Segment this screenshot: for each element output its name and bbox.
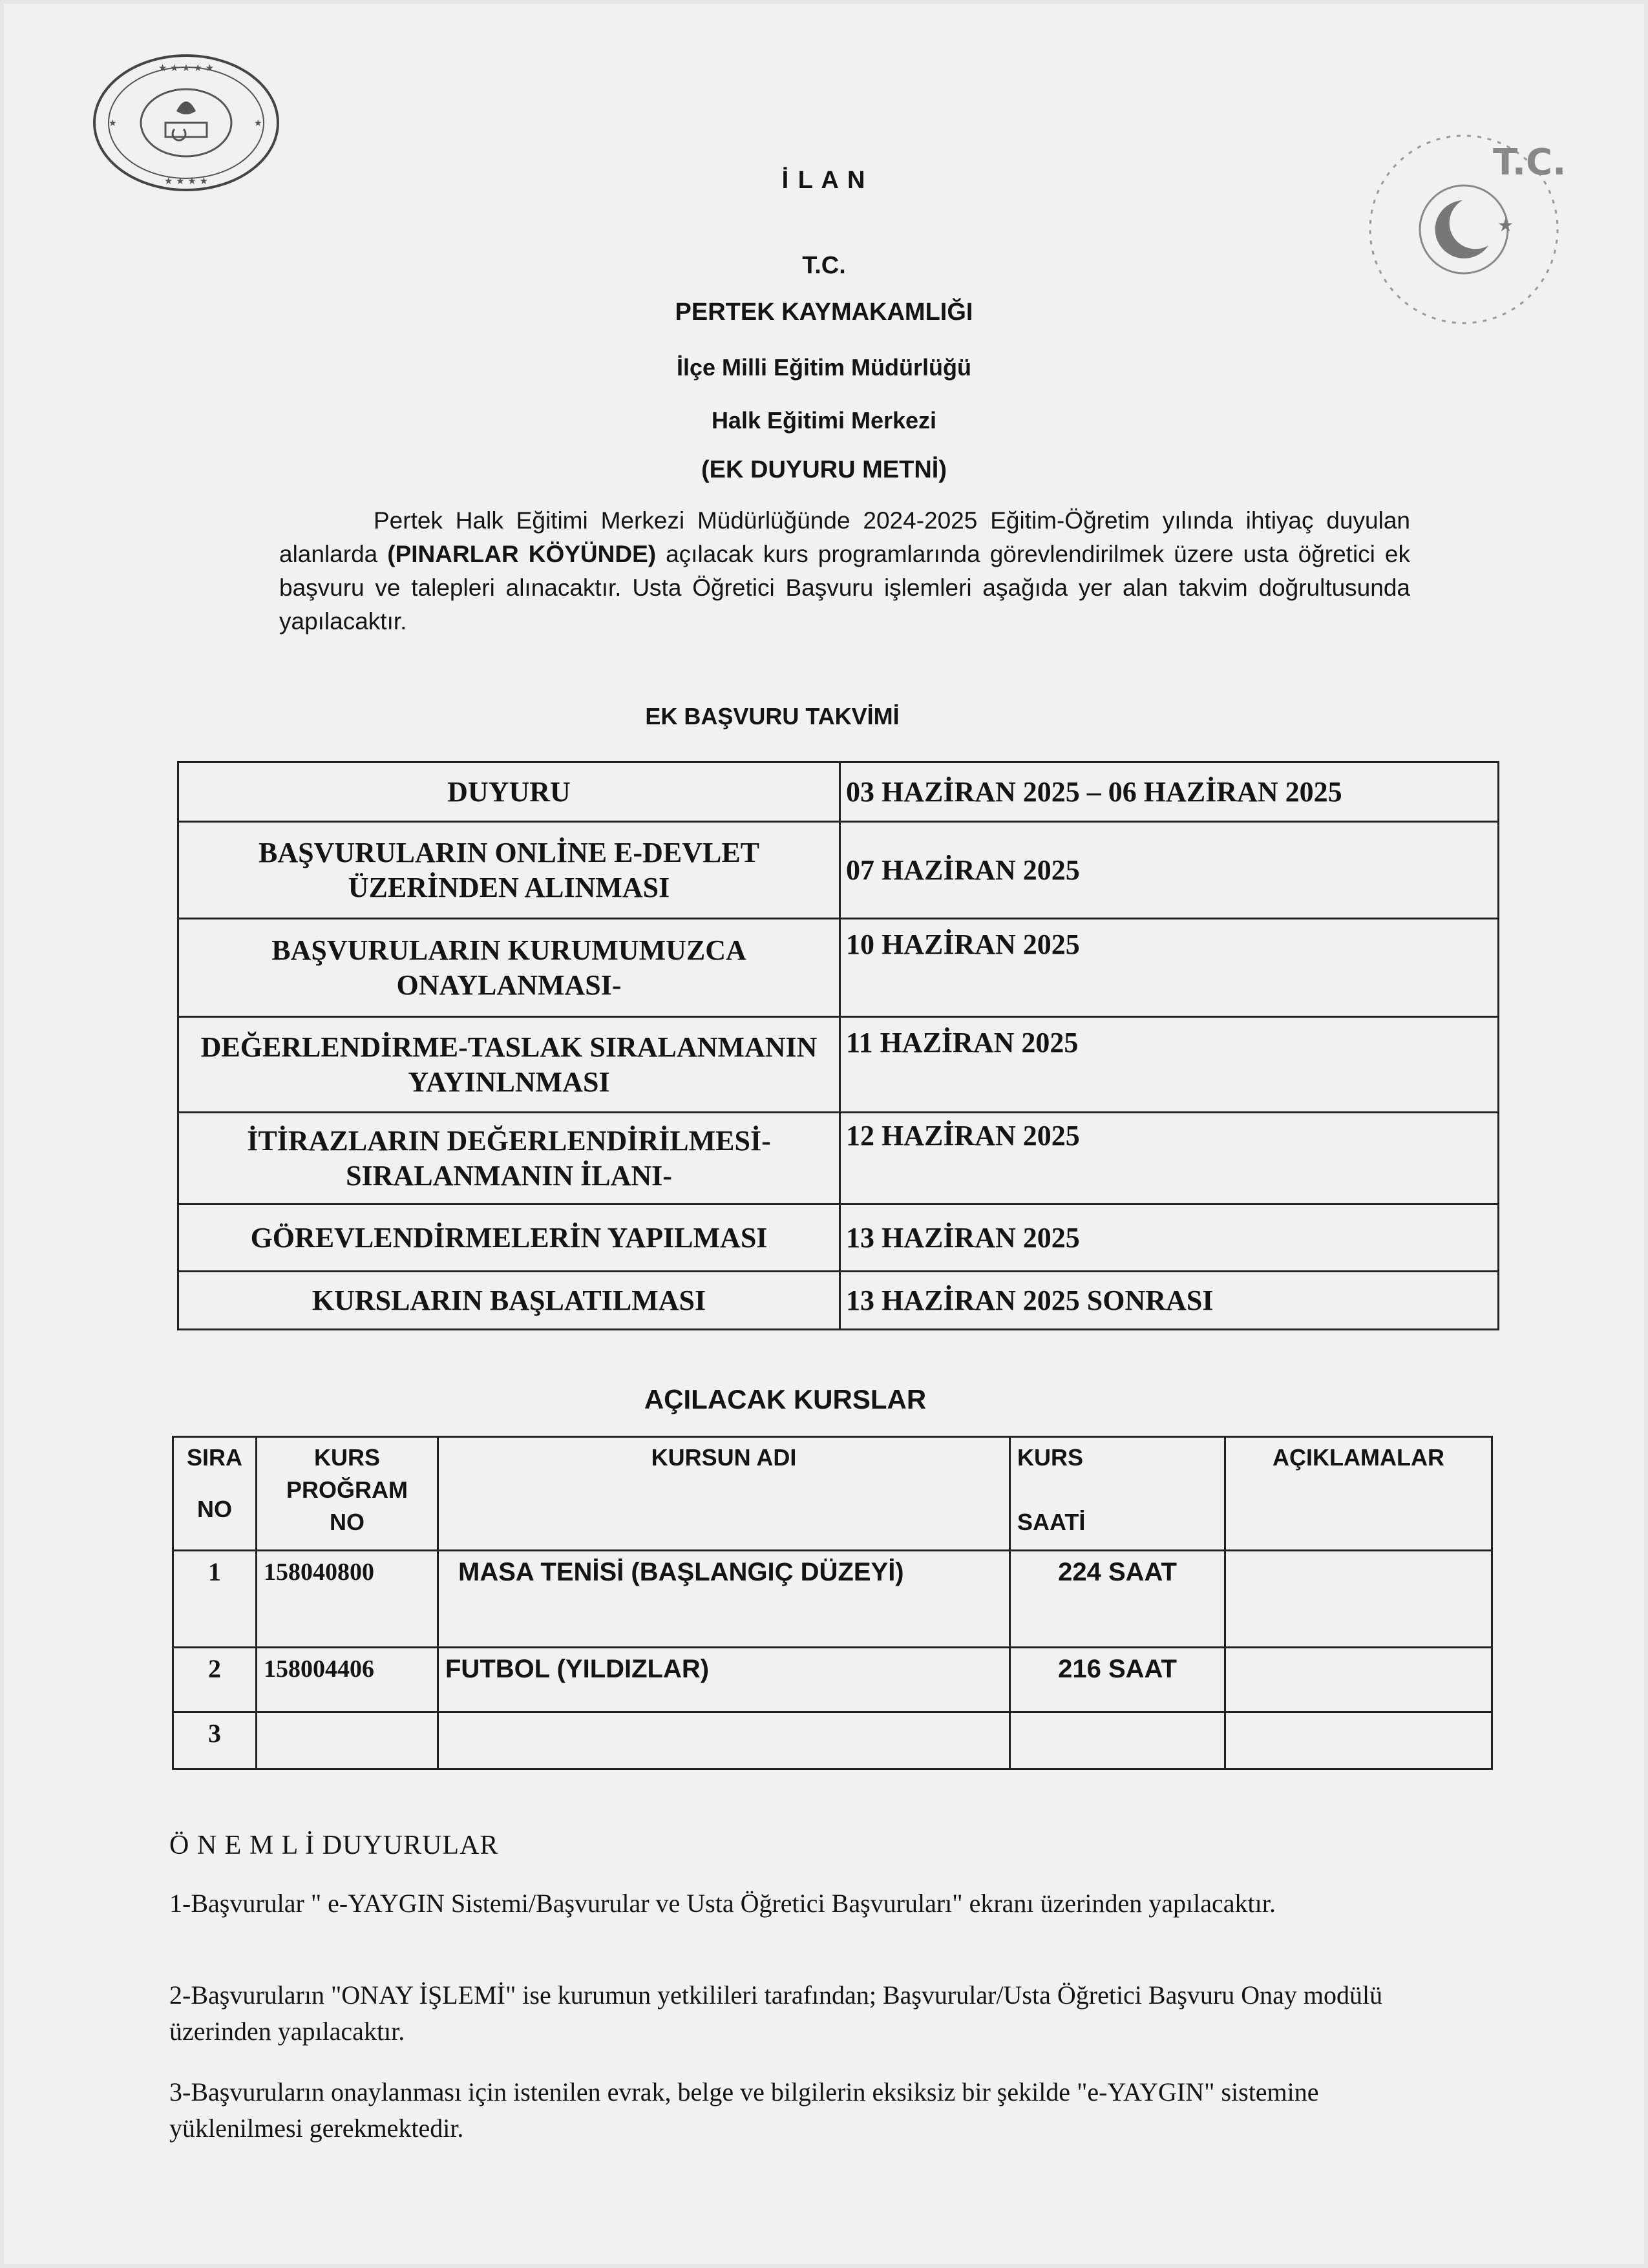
calendar-stage: DEĞERLENDİRME-TASLAK SIRALANMANIN YAYINLNMASI [178,1017,840,1113]
application-calendar-table [177,761,1499,1330]
svg-text:★ ★ ★ ★ ★: ★ ★ ★ ★ ★ [158,62,215,74]
table-row [178,1113,1499,1204]
program-number: 158004406 [257,1648,438,1712]
calendar-date: 10 HAZİRAN 2025 [840,919,1499,1017]
table-row [178,822,1499,919]
svg-text:★: ★ [109,118,117,129]
course-hours: 224 SAAT [1010,1551,1225,1648]
calendar-title: EK BAŞVURU TAKVİMİ [645,703,900,730]
course-name [438,1712,1010,1769]
calendar-date: 13 HAZİRAN 2025 [840,1204,1499,1272]
row-number: 2 [173,1648,257,1712]
intro-text-2: açılacak kurs programlarında görevlendirilmek üzere usta öğretici ek başvuru ve talepleri alınacaktır. Usta Öğretici Başvuru işlemleri aşağıda yer alan takvim doğrultusunda yapılacaktır. [279,541,1410,635]
intro-paragraph [279,504,1410,638]
table-row [178,762,1499,822]
governorship-name: PERTEK KAYMAKAMLIĞI [675,299,973,326]
calendar-stage: BAŞVURULARIN ONLİNE E-DEVLET ÜZERİNDEN ALINMASI [178,822,840,919]
course-name: FUTBOL (YILDIZLAR) [438,1648,1010,1712]
calendar-date: 03 HAZİRAN 2025 – 06 HAZİRAN 2025 [840,762,1499,822]
calendar-stage: KURSLARIN BAŞLATILMASI [178,1272,840,1330]
intro-text-1: Pertek Halk Eğitimi Merkezi Müdürlüğünde 2024-2025 Eğitim-Öğretim yılında ihtiyaç duyulan alanlarda [279,507,1410,567]
notice-item: 1-Başvurular " e-YAYGIN Sistemi/Başvurular ve Usta Öğretici Başvuruları" ekranı üzerinden yapılacaktır. [169,1889,1276,1918]
svg-text:T.C.: T.C. [1493,142,1567,184]
svg-text:★ ★ ★ ★: ★ ★ ★ ★ [164,175,209,187]
course-name: MASA TENİSİ (BAŞLANGIÇ DÜZEYİ) [438,1551,1010,1648]
calendar-date: 11 HAZİRAN 2025 [840,1017,1499,1113]
program-number: 158040800 [257,1551,438,1648]
program-number [257,1712,438,1769]
column-header-name: KURSUN ADI [438,1437,1010,1551]
svg-text:★: ★ [254,118,262,129]
table-row [178,1017,1499,1113]
course-notes [1225,1712,1492,1769]
table-row [173,1712,1492,1769]
table-row [178,1272,1499,1330]
document-type: (EK DUYURU METNİ) [701,456,947,483]
course-hours [1010,1712,1225,1769]
calendar-stage: İTİRAZLARIN DEĞERLENDİRİLMESİ- SIRALANMANIN İLANI- [178,1113,840,1204]
table-row [173,1551,1492,1648]
notice-item: 2-Başvuruların "ONAY İŞLEMİ" ise kurumun yetkilileri tarafından; Başvurular/Usta Öğretici Başvuru Onay modülü üzerinden yapılacaktır. [169,1980,1383,2046]
course-notes [1225,1551,1492,1648]
course-notes [1225,1648,1492,1712]
village-highlight: (PINARLAR KÖYÜNDE) [387,541,657,567]
calendar-date: 13 HAZİRAN 2025 SONRASI [840,1272,1499,1330]
notices-title: Ö N E M L İ DUYURULAR [169,1831,499,1860]
notice-title: İ L A N [781,167,867,194]
republic-label: T.C. [802,252,846,279]
courses-header-row [173,1437,1492,1551]
table-row [173,1648,1492,1712]
calendar-stage: DUYURU [178,762,840,822]
directorate-name: İlçe Milli Eğitim Müdürlüğü [677,354,971,381]
row-number: 1 [173,1551,257,1648]
calendar-stage: GÖREVLENDİRMELERİN YAPILMASI [178,1204,840,1272]
row-number: 3 [173,1712,257,1769]
table-row [178,919,1499,1017]
column-header-hours: KURS SAATİ [1010,1437,1225,1551]
table-row [178,1204,1499,1272]
column-header-notes: AÇIKLAMALAR [1225,1437,1492,1551]
courses-title: AÇILACAK KURSLAR [644,1384,927,1414]
courses-table [172,1436,1493,1770]
calendar-stage: BAŞVURULARIN KURUMUMUZCA ONAYLANMASI- [178,919,840,1017]
notice-item: 3-Başvuruların onaylanması için istenilen evrak, belge ve bilgilerin eksiksiz bir şekilde "e-YAYGIN" sistemine yüklenilmesi gerekmektedir. [169,2077,1319,2143]
calendar-date: 12 HAZİRAN 2025 [840,1113,1499,1204]
column-header-program: KURS PROĞRAM NO [257,1437,438,1551]
svg-text:★: ★ [1497,215,1514,236]
column-header-sira: SIRA NO [173,1437,257,1551]
calendar-date: 07 HAZİRAN 2025 [840,822,1499,919]
course-hours: 216 SAAT [1010,1648,1225,1712]
center-name: Halk Eğitimi Merkezi [711,407,937,434]
